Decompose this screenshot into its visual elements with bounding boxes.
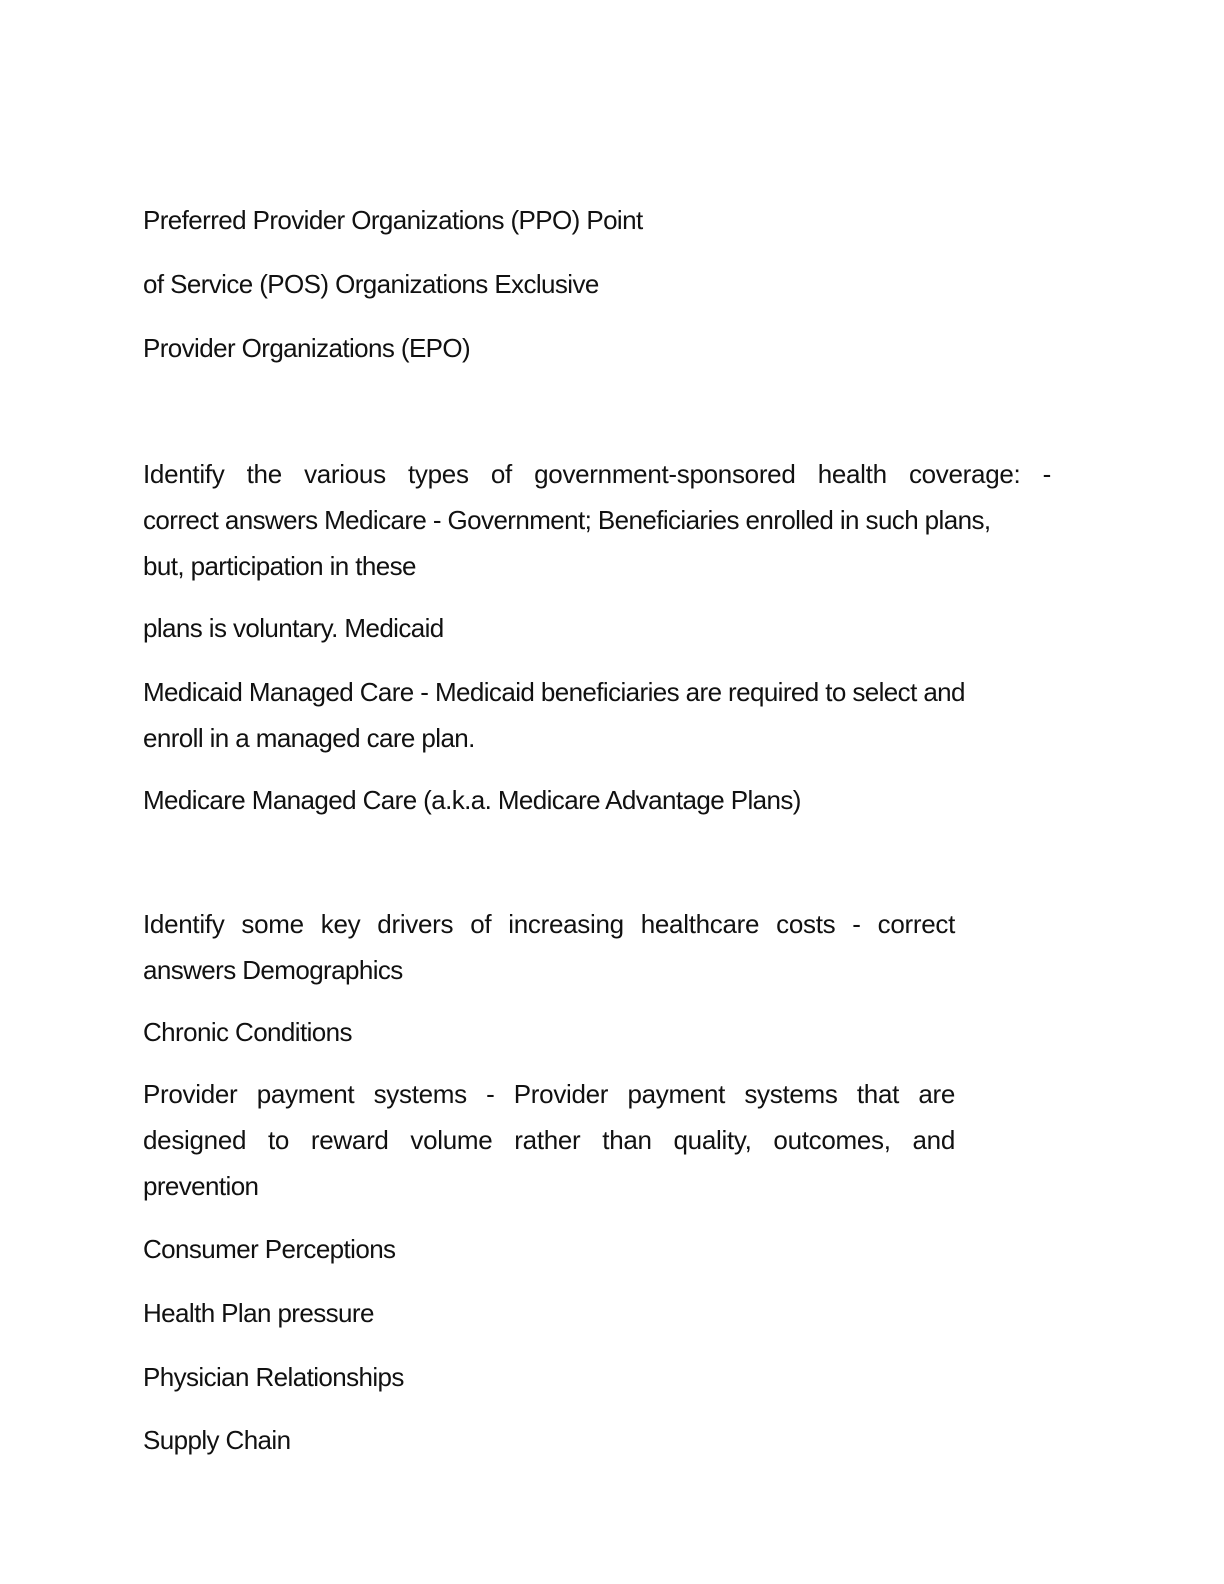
- provider-payment-line1: Provider payment systems - Provider payment systems that are: [143, 1079, 955, 1109]
- medicaid-line: plans is voluntary. Medicaid: [143, 613, 444, 643]
- medicaid-managed-care-line2: enroll in a managed care plan.: [143, 723, 475, 753]
- epo-line: Provider Organizations (EPO): [143, 333, 471, 363]
- government-coverage-answer-line3: but, participation in these: [143, 551, 416, 581]
- government-coverage-answer-line2: correct answers Medicare - Government; Beneficiaries enrolled in such plans,: [143, 505, 991, 535]
- supply-chain-item: Supply Chain: [143, 1425, 291, 1455]
- medicare-managed-care-line: Medicare Managed Care (a.k.a. Medicare Advantage Plans): [143, 785, 801, 815]
- consumer-perceptions-item: Consumer Perceptions: [143, 1234, 396, 1264]
- healthcare-costs-question: Identify some key drivers of increasing healthcare costs - correct: [143, 909, 955, 939]
- physician-relationships-item: Physician Relationships: [143, 1362, 404, 1392]
- pos-epo-line: of Service (POS) Organizations Exclusive: [143, 269, 599, 299]
- provider-payment-line3: prevention: [143, 1171, 259, 1201]
- medicaid-managed-care-line: Medicaid Managed Care - Medicaid beneficiaries are required to select and: [143, 677, 965, 707]
- healthcare-costs-answer: answers Demographics: [143, 955, 403, 985]
- government-coverage-question: Identify the various types of government-sponsored health coverage: -: [143, 459, 1051, 489]
- provider-payment-line2: designed to reward volume rather than quality, outcomes, and: [143, 1125, 955, 1155]
- chronic-conditions-item: Chronic Conditions: [143, 1017, 352, 1047]
- ppo-pos-line: Preferred Provider Organizations (PPO) Point: [143, 205, 643, 235]
- health-plan-pressure-item: Health Plan pressure: [143, 1298, 374, 1328]
